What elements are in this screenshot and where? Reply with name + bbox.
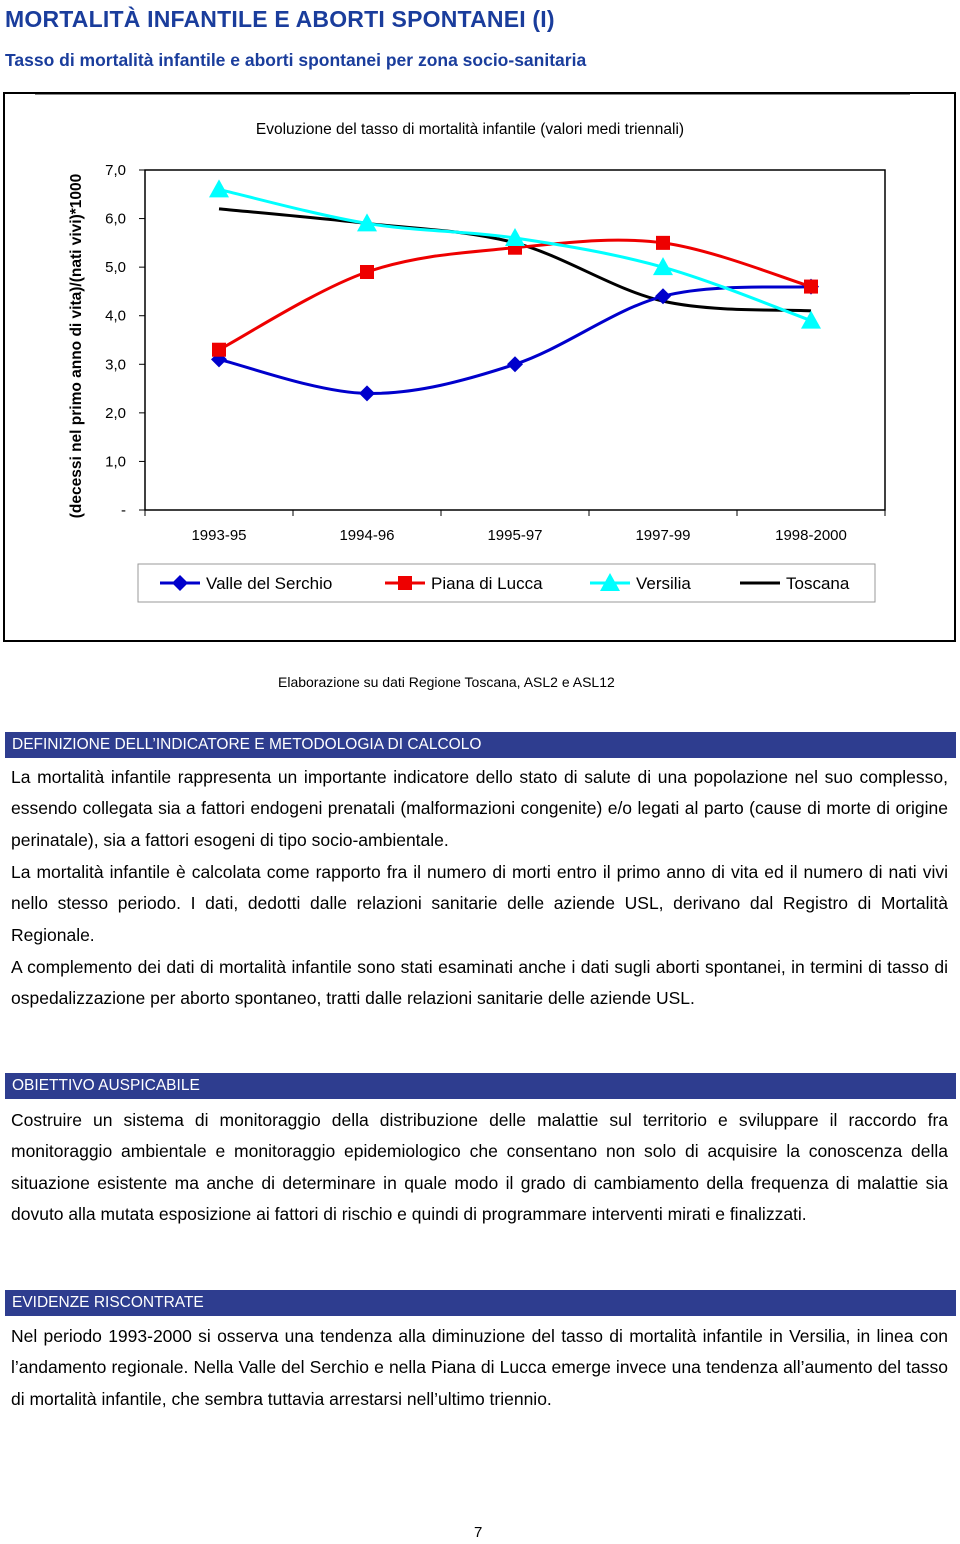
section-header-evidenze: EVIDENZE RISCONTRATE xyxy=(5,1290,956,1316)
y-tick-label: 6,0 xyxy=(105,210,126,228)
y-tick-label: 5,0 xyxy=(105,259,126,277)
section-header-obiettivo: OBIETTIVO AUSPICABILE xyxy=(5,1073,956,1099)
data-point-piana-di-lucca xyxy=(804,280,818,294)
y-tick-label: 4,0 xyxy=(105,307,126,325)
paragraph-definizione-2: La mortalità infantile è calcolata come rapporto fra il numero di morti entro il primo anno di vita ed il numero di nati vivi nello stesso periodo. I dati, dedotti dalle relazioni sanitarie delle aziende USL, derivano dal Registro di Mortalità Regionale. xyxy=(11,862,948,945)
x-tick-label: 1993-95 xyxy=(191,527,247,544)
y-tick-label: 3,0 xyxy=(105,356,126,374)
y-tick-label: 2,0 xyxy=(105,404,126,422)
y-tick-label: - xyxy=(121,502,126,519)
legend-label-piana-di-lucca: Piana di Lucca xyxy=(431,574,543,593)
y-axis xyxy=(105,162,145,519)
page-number: 7 xyxy=(474,1524,483,1541)
page-title: MORTALITÀ INFANTILE E ABORTI SPONTANEI (I) xyxy=(5,6,555,32)
x-tick-label: 1995-97 xyxy=(487,527,543,544)
paragraph-definizione-3: A complemento dei dati di mortalità infantile sono stati esaminati anche i dati sugli aborti spontanei, in termini di tasso di ospedalizzazione per aborto spontaneo, tratti dalle relazioni sanitarie delle aziende USL. xyxy=(11,957,948,1009)
page-subtitle: Tasso di mortalità infantile e aborti spontanei per zona socio-sanitaria xyxy=(5,50,587,70)
y-tick-label: 1,0 xyxy=(105,453,126,471)
paragraph-obiettivo: Costruire un sistema di monitoraggio della distribuzione delle malattie sul territorio e sviluppare il raccordo fra monitoraggio ambientale e monitoraggio epidemiologico che consentano non solo di acquisire la conoscenza della situazione esistente ma anche di determinare in quale modo il grado di cambiamento della frequenza di malattie sia dovuto alla mutata esposizione ai fattori di rischio e quindi di programmare interventi mirati e finalizzati. xyxy=(11,1110,948,1225)
y-tick-label: 7,0 xyxy=(105,162,126,179)
chart-title: Evoluzione del tasso di mortalità infantile (valori medi triennali) xyxy=(255,121,685,138)
section-header-definizione: DEFINIZIONE DELL’INDICATORE E METODOLOGIA DI CALCOLO xyxy=(5,732,956,758)
x-tick-label: 1994-96 xyxy=(339,527,395,544)
legend-label-valle-del-serchio: Valle del Serchio xyxy=(206,574,333,593)
legend-label-toscana: Toscana xyxy=(786,574,850,593)
data-point-piana-di-lucca xyxy=(212,343,226,357)
line-chart xyxy=(0,92,960,642)
paragraph-definizione-1: La mortalità infantile rappresenta un importante indicatore dello stato di salute di una popolazione nel suo complesso, essendo collegata sia a fattori endogeni prenatali (malformazioni congenite) e/o legati al parto (cause di morte di origine perinatale), sia a fattori esogeni di tipo socio-ambientale. xyxy=(11,767,948,850)
paragraph-evidenze: Nel periodo 1993-2000 si osserva una tendenza alla diminuzione del tasso di mortalità infantile in Versilia, in linea con l’andamento regionale. Nella Valle del Serchio e nella Piana di Lucca emerge invece una tendenza all’aumento del tasso di mortalità infantile, che sembra tuttavia arrestarsi nell’ultimo triennio. xyxy=(11,1326,948,1409)
x-tick-label: 1997-99 xyxy=(635,527,691,544)
y-axis-title: (decessi nel primo anno di vita)/(nati vivi)*1000 xyxy=(68,173,85,519)
x-tick-label: 1998-2000 xyxy=(775,527,847,544)
source-note: Elaborazione su dati Regione Toscana, ASL2 e ASL12 xyxy=(278,674,615,690)
plot-area xyxy=(145,170,885,510)
x-axis xyxy=(145,510,885,544)
legend-label-versilia: Versilia xyxy=(636,574,691,593)
legend-marker-piana-di-lucca xyxy=(398,576,412,590)
data-point-piana-di-lucca xyxy=(656,236,670,250)
data-point-piana-di-lucca xyxy=(360,265,374,279)
